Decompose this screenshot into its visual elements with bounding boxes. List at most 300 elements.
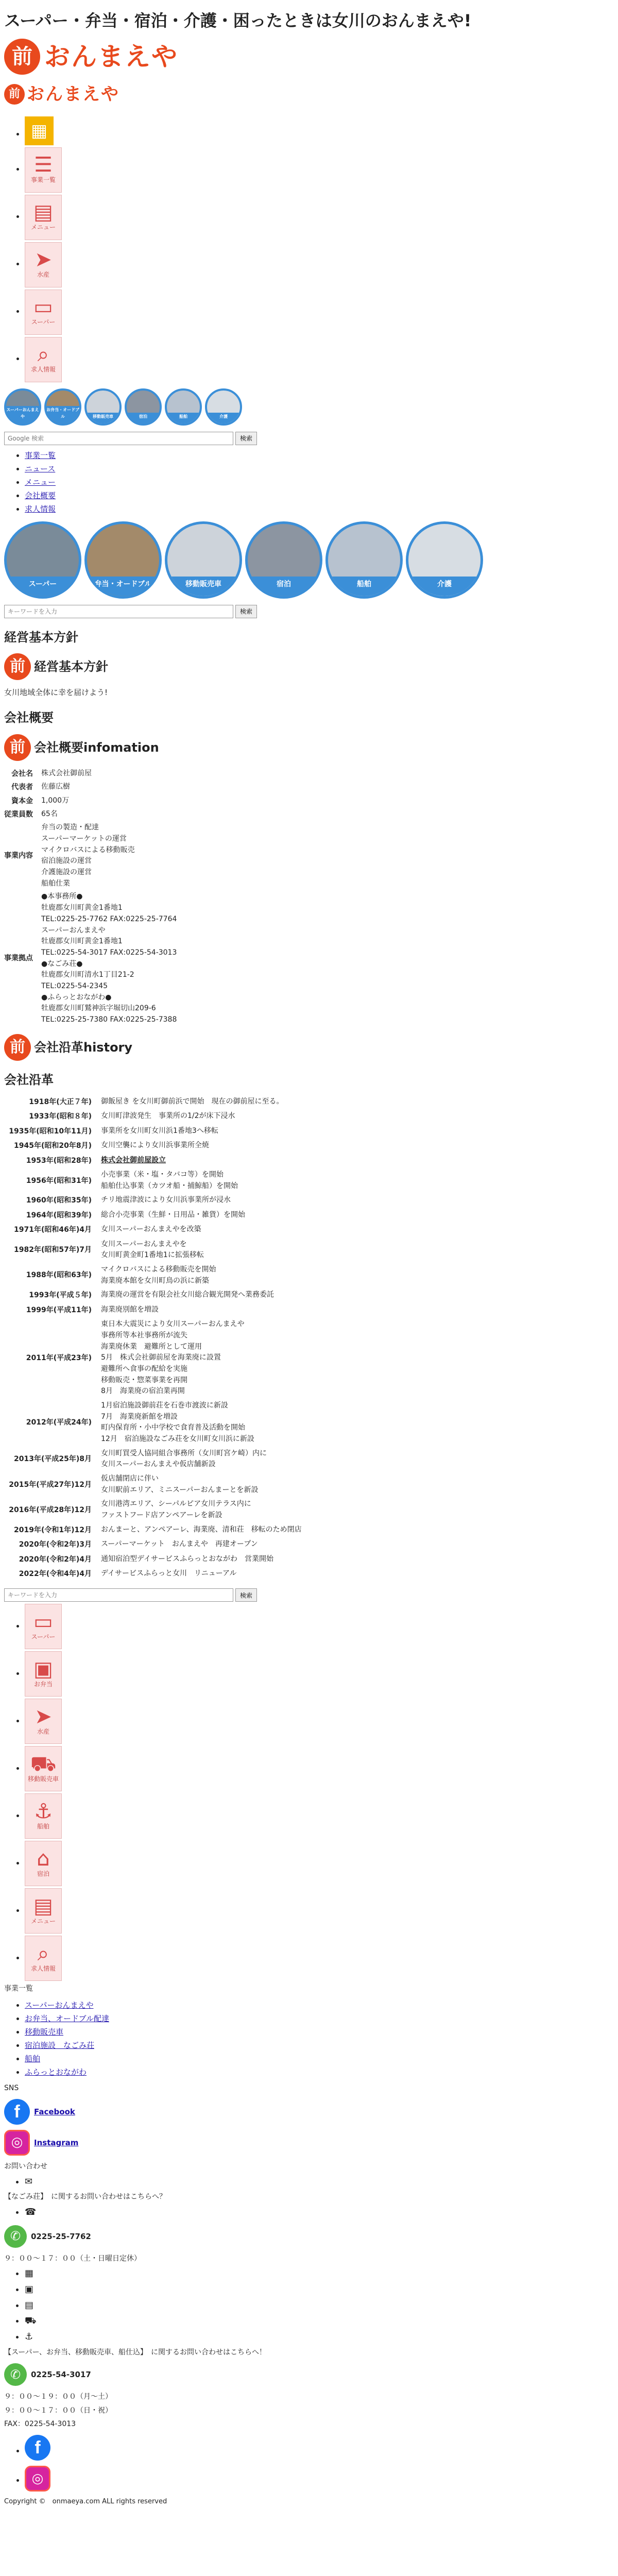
history-event-line: 町内保育所・小中学校で食育普及活動を開始 — [101, 1423, 245, 1432]
circle-nav-small — [4, 388, 614, 426]
circle-nav-label: 移動販売車 — [167, 577, 239, 596]
contact-icon-list — [4, 2175, 614, 2190]
history-event — [97, 1168, 306, 1193]
policy-subheading-text: 経営基本方針 — [34, 659, 108, 674]
logo-mark-icon: 前 — [4, 653, 31, 680]
icon-menu-item — [25, 195, 614, 240]
footer-icon-menu-label: スーパー — [31, 1633, 56, 1640]
history-row — [4, 1223, 306, 1237]
history-event-line: 株式会社御前屋設立 — [101, 1156, 166, 1164]
super-hours-1: ９：００～１９：００（月～土） — [4, 2393, 112, 2401]
history-event — [97, 1288, 306, 1302]
company-row-value — [37, 767, 181, 781]
icon-menu-tile[interactable] — [25, 147, 62, 193]
footer-icon-menu-tile[interactable] — [25, 1793, 62, 1839]
text-nav-link[interactable]: ニュース — [25, 464, 56, 473]
text-nav-item — [25, 463, 614, 475]
footer-icon-menu-label: 船舶 — [37, 1822, 49, 1830]
icon-menu-tile[interactable] — [25, 242, 62, 287]
hotel-icon: • ⌂ — [37, 1846, 50, 1871]
text-nav-item — [25, 503, 614, 515]
text-nav — [4, 449, 614, 515]
footer-icon-menu-item — [25, 1888, 614, 1934]
history-row — [4, 1497, 306, 1522]
ship-icon: • ⚓ — [25, 2330, 614, 2345]
facebook-link[interactable]: Facebook — [34, 2107, 75, 2117]
phone-icon: ✆ — [4, 2225, 27, 2248]
phone-small-icon: • ☎ — [25, 2205, 614, 2220]
company-subheading — [4, 734, 614, 761]
circle-nav-label: 移動販売車 — [87, 413, 119, 423]
history-event — [97, 1223, 306, 1237]
footer-icon-menu-tile[interactable] — [25, 1604, 62, 1649]
business-link[interactable]: ふらっとおながわ — [25, 2067, 87, 2077]
circle-nav-label: 宿泊 — [248, 577, 320, 596]
circle-nav-item[interactable] — [406, 521, 483, 599]
circle-nav-label: 介護 — [408, 577, 480, 596]
footer-icon-menu-item — [25, 1651, 614, 1697]
business-link-item — [25, 2066, 614, 2078]
history-event-line: 総合小売事業（生鮮・日用品・雑貨）を開始 — [101, 1210, 245, 1219]
icon-menu-tile[interactable] — [25, 195, 62, 240]
company-row-line: スーパーマーケットの運営 — [41, 835, 127, 843]
search-button-top[interactable]: 検索 — [235, 432, 257, 445]
search-input-bottom[interactable] — [4, 1588, 233, 1602]
history-event-line: 女川駅前エリア、ミニスーパーおんまーとを新設 — [101, 1485, 259, 1494]
footer-icon-menu-label: 求人情報 — [30, 1964, 56, 1972]
circle-nav-label: スーパー — [7, 577, 79, 596]
company-row — [4, 767, 181, 781]
company-row-label: 事業拠点 — [4, 954, 33, 963]
logo-mark-small: 前 — [4, 84, 25, 105]
history-year: 1953年(昭和28年) — [26, 1156, 92, 1165]
history-year: 1956年(昭和31年) — [26, 1176, 92, 1185]
history-event-line: 女川町津波発生 事業所の1/2が床下浸水 — [101, 1112, 235, 1121]
history-event — [97, 1263, 306, 1288]
business-links — [4, 1999, 614, 2078]
building-icon: • ▦ — [30, 120, 48, 141]
history-year: 1935年(昭和10年11月) — [9, 1127, 92, 1136]
history-year: 1993年(平成５年) — [29, 1291, 92, 1300]
business-link-item — [25, 2053, 614, 2065]
history-event — [97, 1303, 306, 1317]
icon-menu-item — [25, 290, 614, 335]
footer-sns-icons — [4, 2435, 614, 2492]
truck-icon: • ⛟ — [30, 1752, 57, 1776]
company-row — [4, 890, 181, 1026]
search-person-icon: • ⌕ — [37, 343, 49, 367]
bento-icon: • ▣ — [25, 2282, 614, 2297]
footer-icon-menu-label: 水産 — [37, 1727, 49, 1735]
company-row-line: 牡鹿郡女川町黄金1番地1 — [41, 904, 123, 912]
history-event-line: 女川町買受人協同組合事務所（女川町宮ケ崎）内に — [101, 1449, 267, 1458]
company-row-line: TEL:0225-54-2345 — [41, 981, 108, 990]
icon-menu-tile[interactable] — [25, 290, 62, 335]
phone-icon-list — [4, 2205, 614, 2220]
history-row — [4, 1472, 306, 1497]
company-row — [4, 821, 181, 890]
company-subheading-text: 会社概要infomation — [34, 740, 159, 755]
history-year: 1971年(昭和46年)4月 — [14, 1226, 92, 1234]
history-event-line: デイサービスふらっと女川 リニューアル — [101, 1569, 237, 1578]
history-event-line: 海業廃の運営を有限会社女川総合観光開発へ業務委託 — [101, 1291, 274, 1299]
company-heading: 会社概要 — [4, 710, 54, 725]
company-row-line: 介護施設の運営 — [41, 868, 92, 877]
list-icon: • ☰ — [34, 153, 53, 177]
super-phone[interactable] — [4, 2363, 614, 2386]
footer-icon-menu-item — [25, 1746, 614, 1791]
logo-text: おんまえや — [44, 41, 178, 72]
search-input[interactable] — [4, 605, 233, 618]
history-row — [4, 1399, 306, 1447]
history-event — [97, 1552, 306, 1567]
ship-icon: • ⚓ — [34, 1799, 53, 1823]
text-nav-link[interactable]: 事業一覧 — [25, 450, 56, 460]
menu-book-icon: • ▤ — [33, 1894, 53, 1918]
history-subheading-text: 会社沿革history — [34, 1040, 133, 1055]
nagomi-phone[interactable] — [4, 2225, 614, 2248]
history-event — [97, 1399, 306, 1447]
company-row-line: スーパーおんまえや — [41, 926, 106, 935]
company-row-label: 資本金 — [11, 796, 33, 805]
instagram-icon[interactable]: • ◎ — [25, 2466, 50, 2492]
history-year: 2019年(令和1年)12月 — [14, 1526, 92, 1534]
history-year: 2020年(令和2年)3月 — [19, 1540, 92, 1549]
business-link[interactable]: お弁当、オードブル配達 — [25, 2013, 109, 2023]
site-logo-small[interactable] — [4, 80, 614, 108]
footer-icon-menu-item — [25, 1699, 614, 1744]
footer-icon-menu-item — [25, 1936, 614, 1981]
history-year: 1988年(昭和63年) — [26, 1271, 92, 1280]
icon-menu-label: 水産 — [37, 271, 49, 279]
facebook-icon[interactable]: • f — [25, 2435, 50, 2461]
history-row — [4, 1288, 306, 1302]
circle-nav-item[interactable] — [245, 521, 322, 599]
fish-icon: • ➤ — [35, 248, 52, 272]
icon-menu-item — [25, 242, 614, 287]
history-year: 2015年(平成27年)12月 — [9, 1480, 92, 1489]
history-year: 1960年(昭和35年) — [26, 1196, 92, 1205]
company-row-value — [37, 821, 181, 890]
search-bar-bottom — [4, 1588, 614, 1602]
mail-icon: • ✉ — [25, 2175, 614, 2190]
search-input-top[interactable] — [4, 432, 233, 445]
history-event-line: 女川スーパーおんまえや仮店舗新設 — [101, 1460, 216, 1469]
history-event-line: 通知宿泊型デイサービスふらっとおながわ 営業開始 — [101, 1554, 274, 1563]
history-row — [4, 1124, 306, 1139]
history-row — [4, 1537, 306, 1552]
footer-icon-menu-label: メニュー — [30, 1917, 56, 1925]
history-year: 2011年(平成23年) — [26, 1353, 92, 1362]
super-tel[interactable]: 0225-54-3017 — [31, 2370, 91, 2380]
history-event-line: 避難所へ食事の配給を実施 — [101, 1364, 187, 1373]
history-event-line: 女川町黄金町1番地1に拡張移転 — [101, 1251, 204, 1260]
history-event-line: マイクロバスによる移動販売を開始 — [101, 1265, 216, 1274]
text-nav-item — [25, 449, 614, 462]
circle-nav-label: 船舶 — [328, 577, 400, 596]
company-row-line: ●ふらっとおながわ● — [41, 993, 112, 1002]
logo-text-small: おんまえや — [27, 83, 119, 105]
history-event-line: おんまーと、アンペアーレ、海業廃、清和荘 移転のため閉店 — [101, 1525, 302, 1534]
icon-menu-tile[interactable] — [25, 116, 54, 145]
circle-nav-item[interactable] — [84, 521, 162, 599]
business-heading: 事業一覧 — [4, 1985, 33, 1993]
history-year: 2016年(平成28年)12月 — [9, 1505, 92, 1514]
history-row — [4, 1208, 306, 1223]
policy-subheading — [4, 653, 614, 680]
circle-nav-item[interactable] — [4, 388, 41, 426]
company-row-line: TEL:0225-54-3017 FAX:0225-54-3013 — [41, 948, 177, 957]
footer-icon-menu-tile[interactable] — [25, 1936, 62, 1981]
business-link-item — [25, 2026, 614, 2038]
history-event-line: 船舶仕込事業（カツオ船・捕鯨船）を開始 — [101, 1181, 238, 1190]
logo-mark-icon: 前 — [4, 1034, 31, 1061]
history-event-line: スーパーマーケット おんまえや 再建オープン — [101, 1540, 258, 1549]
business-link[interactable]: スーパーおんまえや — [25, 2000, 94, 2010]
doc-icon: • ▤ — [25, 2298, 614, 2313]
misc-icon-list — [4, 2266, 614, 2345]
cart-icon: • ▭ — [33, 1609, 53, 1634]
icon-menu-label: 事業一覧 — [30, 176, 56, 184]
history-heading: 会社沿革 — [4, 1072, 54, 1087]
business-link[interactable]: 宿泊施設 なごみ荘 — [25, 2040, 95, 2050]
bento-icon: • ▣ — [33, 1657, 53, 1681]
history-year: 1999年(平成11年) — [26, 1306, 92, 1314]
history-row — [4, 1168, 306, 1193]
history-event-line: チリ地震津波により女川浜事業所が浸水 — [101, 1196, 231, 1205]
super-fax: FAX：0225-54-3013 — [4, 2420, 76, 2429]
history-event — [97, 1537, 306, 1552]
company-row-line: 弁当の製造・配達 — [41, 823, 99, 832]
history-row — [4, 1238, 306, 1263]
history-event — [97, 1472, 306, 1497]
circle-nav-label: お弁当・オードブル — [46, 406, 79, 423]
history-subheading — [4, 1034, 614, 1061]
history-year: 2013年(平成25年)8月 — [14, 1455, 92, 1464]
history-event — [97, 1238, 306, 1263]
company-row-line: TEL:0225-25-7762 FAX:0225-25-7764 — [41, 914, 177, 923]
circle-nav-item[interactable] — [84, 388, 122, 426]
business-link-item — [25, 2012, 614, 2025]
fish-icon: • ➤ — [35, 1704, 52, 1728]
history-event-line: 女川スーパーおんまえやを — [101, 1240, 187, 1248]
history-event-line: 12月 宿泊施設なごみ荘を女川町女川浜に新設 — [101, 1435, 254, 1443]
company-row-value — [37, 890, 181, 1026]
company-row-line: 宿泊施設の運営 — [41, 857, 92, 866]
history-row — [4, 1552, 306, 1567]
company-row-line: 牡鹿郡女川町黄金1番地1 — [41, 937, 123, 946]
history-event — [97, 1317, 306, 1399]
text-nav-link[interactable]: メニュー — [25, 477, 56, 487]
footer-icon-menu — [4, 1604, 614, 1981]
sns-heading: SNS — [4, 2083, 19, 2092]
footer-icon-menu-label: 宿泊 — [37, 1870, 49, 1877]
footer-icon-menu-tile[interactable] — [25, 1746, 62, 1791]
history-event-line: 5月 株式会社御前屋を海業廃に設置 — [101, 1353, 221, 1362]
site-title: スーパー・弁当・宿泊・介護・困ったときは女川のおんまえや! — [4, 11, 472, 30]
company-row — [4, 781, 181, 794]
circle-nav-label: 宿泊 — [127, 413, 160, 423]
history-event-line: 小売事業（米・塩・タバコ等）を開始 — [101, 1171, 224, 1179]
circle-nav-label: 船舶 — [167, 413, 200, 423]
history-event-line: ファストフード店アンペアーレを新設 — [101, 1511, 222, 1520]
history-event-line: 事務所等本社事務所が流失 — [101, 1331, 187, 1340]
text-nav-item — [25, 489, 614, 502]
history-event-line: 移動販売・惣菜事業を再開 — [101, 1376, 187, 1384]
history-year: 1982年(昭和57年)7月 — [14, 1246, 92, 1255]
phone-icon: ✆ — [4, 2363, 27, 2386]
company-row-line: マイクロバスによる移動販売 — [41, 845, 135, 854]
company-row-label: 代表者 — [11, 783, 33, 792]
text-nav-item — [25, 476, 614, 488]
footer-icon-menu-tile[interactable] — [25, 1888, 62, 1934]
history-event-line: 1月宿泊施設御前荘を石巻市渡波に新設 — [101, 1401, 228, 1410]
company-row-line: 株式会社御前屋 — [41, 769, 92, 777]
history-event-line: 事業所を女川町女川浜1番地3へ移転 — [101, 1126, 218, 1135]
circle-nav-label: 弁当・オードブル — [87, 577, 159, 596]
history-year: 1918年(大正７年) — [29, 1098, 92, 1107]
circle-nav-item[interactable] — [205, 388, 242, 426]
footer-icon-menu-item — [25, 1604, 614, 1649]
calendar-icon: • ▦ — [25, 2266, 614, 2281]
policy-text: 女川地域全体に幸を届けよう! — [4, 688, 108, 698]
company-row-line: TEL:0225-25-7380 FAX:0225-25-7388 — [41, 1015, 177, 1024]
company-row-label: 会社名 — [11, 769, 33, 778]
company-row-value — [37, 794, 181, 808]
history-row — [4, 1523, 306, 1537]
company-row-value — [37, 781, 181, 794]
icon-menu-tile[interactable] — [25, 337, 62, 382]
business-link-item — [25, 2039, 614, 2052]
footer-icon-menu-item — [25, 1841, 614, 1886]
history-row — [4, 1263, 306, 1288]
instagram-row — [4, 2130, 614, 2156]
history-event-line: 7月 海業廃新館を増設 — [101, 1412, 178, 1421]
company-table — [4, 767, 181, 1027]
history-year: 1945年(昭和20年8月) — [14, 1142, 92, 1150]
company-row-line: 牡鹿郡女川町鷲神浜字堀切山209-6 — [41, 1004, 156, 1013]
site-logo[interactable] — [4, 36, 614, 77]
icon-menu-label: スーパー — [31, 318, 56, 326]
footer-icon-menu-label: お弁当 — [33, 1680, 53, 1688]
history-event-line: 東日本大震災により女川スーパーおんまえや — [101, 1320, 245, 1329]
history-event-line: 8月 海業廃の宿泊業再開 — [101, 1387, 185, 1396]
circle-nav-label: スーパーおんまえや — [6, 406, 39, 423]
icon-menu-label: メニュー — [30, 224, 56, 231]
history-row — [4, 1095, 306, 1109]
history-event — [97, 1154, 306, 1168]
footer-icon-menu-item — [25, 1793, 614, 1839]
nagomi-note: 【なごみ荘】 に関するお問い合わせはこちらへ？ — [4, 2193, 166, 2201]
footer-icon-menu-tile[interactable] — [25, 1841, 62, 1886]
company-row-line: 佐藤広樹 — [41, 783, 70, 791]
circle-nav-item[interactable] — [165, 521, 242, 599]
history-year: 1964年(昭和39年) — [26, 1211, 92, 1219]
history-event — [97, 1567, 306, 1581]
company-row-label: 事業内容 — [4, 852, 33, 860]
history-event — [97, 1124, 306, 1139]
history-table — [4, 1095, 306, 1581]
text-nav-link[interactable]: 会社概要 — [25, 490, 56, 500]
icon-menu — [4, 116, 614, 382]
history-event — [97, 1208, 306, 1223]
search-button-bottom[interactable]: 検索 — [235, 1588, 257, 1602]
history-row — [4, 1447, 306, 1472]
history-row — [4, 1139, 306, 1153]
circle-nav-item[interactable] — [4, 521, 81, 599]
company-row — [4, 808, 181, 821]
business-link[interactable]: 船舶 — [25, 2054, 41, 2063]
nagomi-hours: ９：００～１７：００（土・日曜日定休） — [4, 2254, 141, 2263]
circle-nav-item[interactable] — [165, 388, 202, 426]
business-link-item — [25, 1999, 614, 2011]
circle-nav-item[interactable] — [325, 521, 403, 599]
history-year: 2012年(平成24年) — [26, 1418, 92, 1427]
history-event-line: 海業廃休業 避難所として運用 — [101, 1342, 202, 1351]
history-year: 2022年(令和4年)4月 — [19, 1569, 92, 1578]
company-row-line: 牡鹿郡女川町清水1丁目21-2 — [41, 971, 134, 979]
instagram-link[interactable]: Instagram — [34, 2138, 79, 2148]
history-event — [97, 1447, 306, 1472]
history-event — [97, 1095, 306, 1109]
history-event-line: 海業廃別館を増設 — [101, 1305, 159, 1314]
cart-icon: • ▭ — [33, 295, 53, 319]
instagram-icon[interactable]: ◎ — [4, 2130, 30, 2156]
facebook-icon[interactable]: f — [4, 2099, 30, 2125]
history-event-line: 海業廃本館を女川町鳥の浜に新築 — [101, 1276, 209, 1285]
icon-menu-item — [25, 337, 614, 382]
circle-nav-item[interactable] — [125, 388, 162, 426]
history-row — [4, 1154, 306, 1168]
truck-icon: • ⛟ — [25, 2314, 614, 2329]
search-button[interactable]: 検索 — [235, 605, 257, 618]
search-person-icon: • ⌕ — [37, 1941, 49, 1965]
icon-menu-label: 求人情報 — [30, 366, 56, 374]
footer-icon-menu-label: 移動販売車 — [27, 1775, 59, 1783]
policy-heading: 経営基本方針 — [4, 630, 78, 645]
icon-menu-item — [25, 116, 614, 145]
company-row-label: 従業員数 — [4, 810, 33, 819]
menu-book-icon: • ▤ — [33, 200, 53, 225]
company-row — [4, 794, 181, 808]
history-event — [97, 1109, 306, 1124]
company-row-line: ●本事務所● — [41, 892, 83, 901]
history-event — [97, 1139, 306, 1153]
copyright: Copyright © onmaeya.com ALL rights reserved — [4, 2498, 167, 2506]
history-event — [97, 1523, 306, 1537]
nagomi-tel[interactable]: 0225-25-7762 — [31, 2231, 91, 2241]
super-note: 【スーパー、お弁当、移動販売車、船仕込】 に関するお問い合わせはこちらへ！ — [4, 2348, 267, 2357]
search-bar-top — [4, 432, 614, 445]
history-event-line: 仮店舗閉店に伴い — [101, 1475, 159, 1483]
text-nav-link[interactable]: 求人情報 — [25, 504, 56, 514]
super-hours-2: ９：００～１７：００（日・祝） — [4, 2406, 112, 2415]
history-event-line: 女川空襲により女川浜事業所全焼 — [101, 1141, 209, 1150]
footer-icon-menu-tile[interactable] — [25, 1651, 62, 1697]
contact-heading: お問い合わせ — [4, 2162, 47, 2171]
search-bar — [4, 605, 614, 618]
history-row — [4, 1317, 306, 1399]
company-row-line: 1,000万 — [41, 796, 70, 805]
business-link[interactable]: 移動販売車 — [25, 2027, 64, 2037]
facebook-row — [4, 2099, 614, 2125]
footer-icon-menu-tile[interactable] — [25, 1699, 62, 1744]
company-row-line: 65名 — [41, 809, 58, 818]
circle-nav-item[interactable] — [44, 388, 81, 426]
circle-nav-large — [4, 521, 614, 599]
history-event-line: 女川港湾エリア、シーパルピア女川テラス内に — [101, 1500, 251, 1509]
history-row — [4, 1303, 306, 1317]
